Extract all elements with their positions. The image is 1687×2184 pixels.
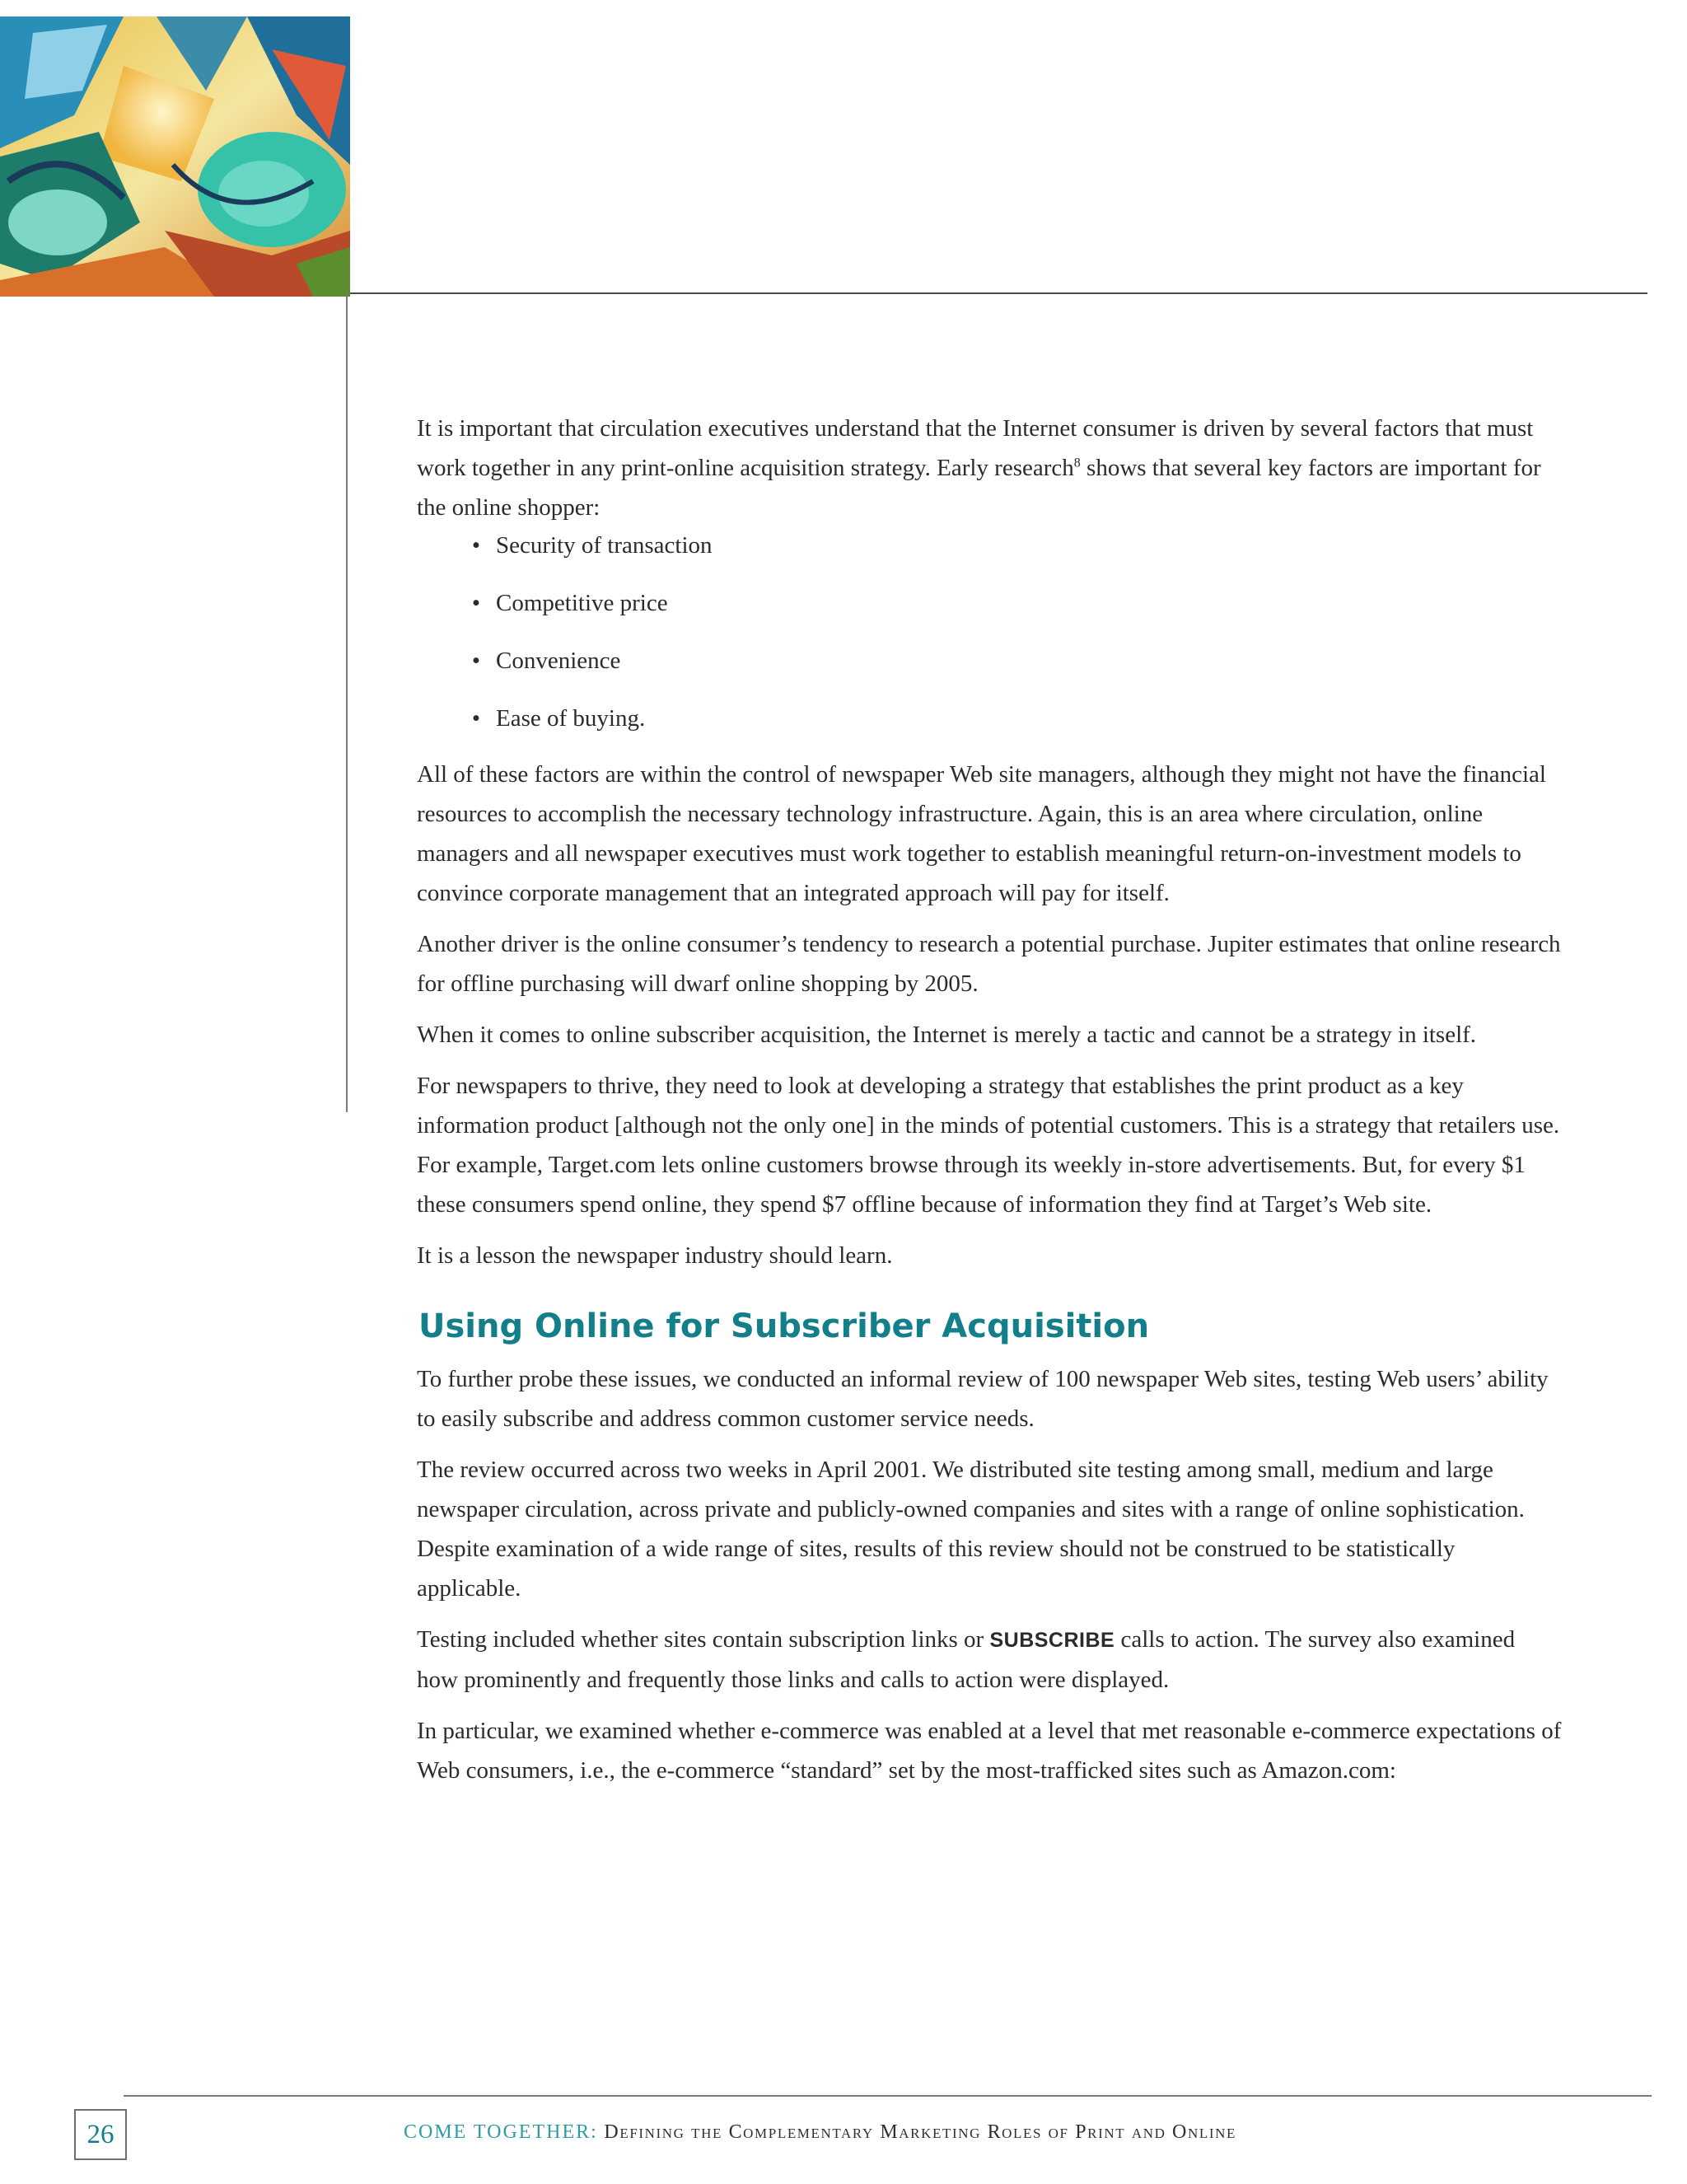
body-paragraph: When it comes to online subscriber acquisition, the Internet is merely a tactic and cannot be a strategy in itself.: [417, 1022, 1477, 1048]
body-paragraph: For newspapers to thrive, they need to look at developing a strategy that establishes the print product as a key information product [although not the only one] in the minds of potential customers. This is a strategy that retailers use. For example, Target.com lets online customers browse through its weekly in-store advertisements. But, for every $1 these consumers spend online, they spend $7 offline because of information they find at Target’s Web site.: [417, 1073, 1560, 1218]
body-paragraph: [417, 1620, 1562, 1700]
page-number: 26: [74, 2109, 127, 2160]
header-illustration: [0, 16, 350, 297]
intro-text: It is important that circulation executives understand that the Internet consumer is driven by several factors that must work together in any print-online acquisition strategy. Early research: [417, 415, 1534, 481]
header-rule: [350, 292, 1647, 294]
section-heading: Using Online for Subscriber Acquisition: [418, 1307, 1150, 1345]
body-paragraph: To further probe these issues, we conducted an informal review of 100 newspaper Web sites, testing Web users’ ability to easily subscribe and address common customer service needs.: [417, 1366, 1549, 1432]
factor-list: [417, 529, 1562, 735]
body-paragraph: The review occurred across two weeks in April 2001. We distributed site testing among small, medium and large newspaper circulation, across private and publicly-owned companies and sites with a range of online sophistication. Despite examination of a wide range of sites, results of this review should not be construed to be statistically applicable.: [417, 1457, 1525, 1602]
body-paragraph: In particular, we examined whether e-commerce was enabled at a level that met reasonable e-commerce expectations of Web consumers, i.e., the e-commerce “standard” set by the most-trafficked sites such as Amazon.com:: [417, 1718, 1562, 1784]
list-item: [468, 702, 1562, 735]
list-item: [468, 587, 1562, 620]
list-item-text: Convenience: [496, 648, 621, 674]
bullet-icon: •: [471, 648, 481, 674]
footer-rule: [124, 2095, 1652, 2097]
body-paragraph: All of these factors are within the control of newspaper Web site managers, although they might not have the financial resources to accomplish the necessary technology infrastructure. Again, this is an area where circulation, online managers and all newspaper executives must work together to establish meaningful return-on-investment models to convince corporate management that an integrated approach will pay for itself.: [417, 761, 1546, 906]
paragraph-text: Testing included whether sites contain subscription links or: [417, 1626, 990, 1653]
intro-text-tail: shows that several key factors are important for the online shopper:: [417, 455, 1541, 521]
body-text: [417, 409, 1562, 1802]
side-rule: [346, 292, 348, 1112]
subscribe-keyword: SUBSCRIBE: [989, 1629, 1115, 1652]
list-item: [468, 529, 1562, 562]
footnote-reference: 8: [1073, 456, 1081, 470]
list-item-text: Competitive price: [496, 590, 668, 616]
list-item: [468, 644, 1562, 677]
bullet-icon: •: [471, 590, 481, 616]
footer-subtitle: Defining the Complementary Marketing Roles of Print and Online: [604, 2121, 1236, 2143]
running-footer: [404, 2121, 1236, 2144]
intro-paragraph: [417, 409, 1562, 527]
list-item-text: Security of transaction: [496, 532, 713, 559]
body-paragraph: It is a lesson the newspaper industry should learn.: [417, 1242, 893, 1269]
paragraph-text-tail: calls to action. The survey also examined how prominently and frequently those links and calls to action were displayed.: [417, 1626, 1516, 1693]
list-item-text: Ease of buying.: [496, 705, 646, 732]
footer-brand: COME TOGETHER:: [404, 2121, 598, 2143]
bullet-icon: •: [471, 532, 481, 559]
abstract-collage-illustration-icon: [0, 16, 350, 297]
bullet-icon: •: [471, 705, 481, 732]
body-paragraph: Another driver is the online consumer’s tendency to research a potential purchase. Jupiter estimates that online research for offline purchasing will dwarf online shopping by 2005.: [417, 931, 1561, 997]
